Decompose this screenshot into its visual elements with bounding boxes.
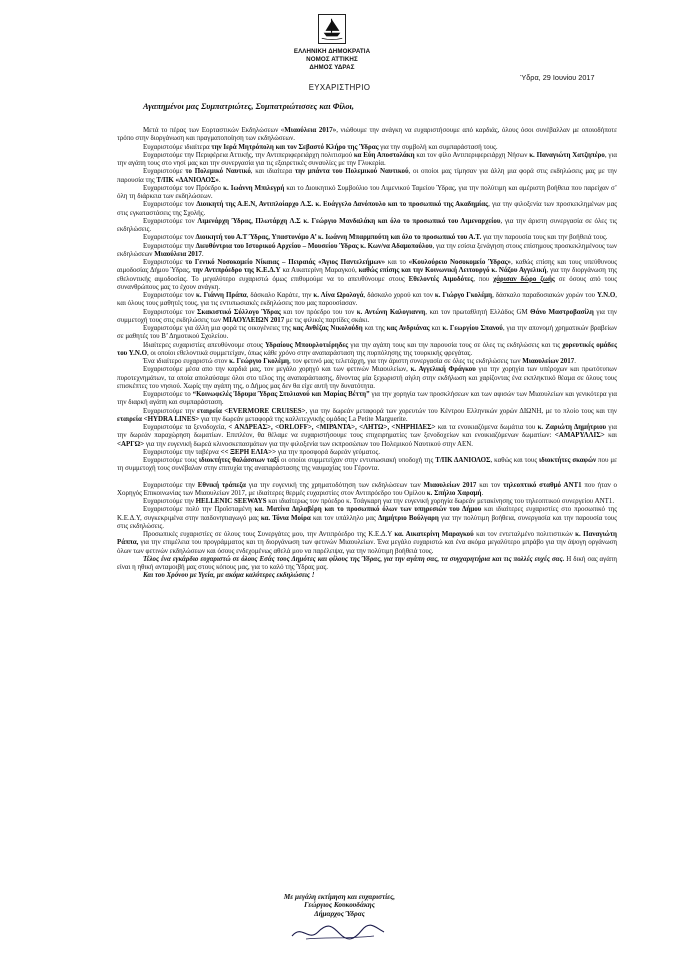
authority-line: ΝΟΜΟΣ ΑΤΤΙΚΗΣ	[306, 56, 358, 63]
signature-block	[0, 893, 679, 918]
paragraph-text-segment: την Ιερά Μητρόπολη και τον Σεβαστό Κλήρο της Ύδρας	[211, 142, 379, 151]
paragraph-text-segment: , για την αγάπη τους στο νησί μας και την συνεργασία για τις εξαιρετικές συναυλίες με την Γλυκερία.	[117, 150, 617, 167]
paragraph-text-segment: Μιαούλεια 2017»	[284, 126, 337, 134]
letter-paragraph	[117, 200, 617, 217]
paragraph-text-segment: Τ/ΠΚ ΔΑΝΙΟΛΟΣ	[435, 456, 491, 464]
paragraph-text-segment: Ευχαριστούμε τον	[143, 200, 197, 209]
paragraph-text-segment: για την ευγενική της χρηματοδότηση των εκδηλώσεων των	[245, 480, 424, 489]
letter-paragraph	[117, 365, 617, 390]
letter-paragraph	[117, 143, 617, 151]
paragraph-text-segment: Ευχαριστούμε την Περιφέρεια Αττικής, την Αντιπεριφερειάρχη πολιτισμού	[143, 150, 354, 159]
paragraph-text-segment: κ. Γεωργίου Σπανού	[442, 324, 503, 332]
paragraph-text-segment: κ. Αντώνη Καλογιαννη	[356, 307, 426, 316]
paragraph-text-segment: , για την διοργάνωση της εθελοντικής αιμοδοσίας. Το μεγαλύτερο ευχαριστώ όμως επιθυμούμε να το απευθύνουμε στους	[117, 266, 617, 283]
paragraph-text-segment: , τον φετινό μας τελετάρχη, για την άριστη συνεργασία σε όλες τις εκδηλώσεις των	[288, 357, 523, 365]
paragraph-text-segment: και ιδιαίτερως τον πρόεδρο κ. Τσάγκαρη για την ευγενική χορηγία δωρεάν μετακίνησης του τηλεοπτικού συνεργείου ΑΝΤ1.	[266, 497, 615, 505]
paragraph-text-segment: για την ευγενική δωρεά κλινοσκεπασμάτων για την φιλοξενία των εκπροσώπων του Πολεμικού Ναυτικού στην ΑΕΝ.	[144, 439, 474, 448]
paragraph-text-segment: που με τη συμμετοχή τους συνέβαλαν στην επιτυχία της αναπαράστασης της ναυμαχίας του Γέροντα.	[117, 456, 617, 473]
paragraph-text-segment: Ευχαριστούμε τον	[143, 291, 197, 299]
letter-body	[117, 126, 617, 580]
letter-paragraph	[117, 407, 617, 424]
paragraph-text-segment: Ευχαριστούμε την ταβέρνα	[143, 447, 221, 456]
paragraph-text-segment: , και όλους τους μαθητές τους, για τις εντυπωσιακές εκδηλώσεις που μας παρουσίασαν.	[117, 291, 617, 308]
letter-paragraph	[117, 258, 617, 291]
letter-paragraph	[117, 530, 617, 555]
paragraph-text-segment: και τον υπάλληλο μας	[310, 513, 379, 522]
paragraph-text-segment: , και ιδιαίτερα	[250, 167, 295, 176]
paragraph-text-segment: HELLENIC SEEWAYS	[195, 497, 267, 505]
paragraph-text-segment: χάρισαν δώρο ζωής	[493, 274, 555, 283]
paragraph-text-segment: <ΑΜΑΡΥΛΛΙΣ>	[554, 431, 605, 440]
paragraph-text-segment: και	[429, 324, 443, 332]
paragraph-text-segment: Ευχαριστούμε	[143, 167, 186, 176]
paragraph-text-segment: κ. Γιώργο Γκολέμη	[434, 291, 493, 299]
paragraph-text-segment: «Κουλούρειο Νοσοκομείο Ύδρας»	[408, 258, 511, 266]
municipality-emblem-icon	[318, 14, 346, 44]
paragraph-text-segment: << ΞΕΡΗ ΕΛΙΑ>>	[220, 447, 277, 456]
paragraph-text-segment: Ευχαριστούμε τα ξενοδοχεία,	[143, 423, 229, 431]
paragraph-text-segment: Σκακιστικό Σύλλογο Ύδρας	[197, 307, 281, 316]
paragraph-text-segment: Προσωπικές ευχαριστίες σε όλους τους Συνεργάτες μου, την Αντιπρόεδρο της Κ.Ε.Δ.Υ	[143, 530, 395, 538]
paragraph-text-segment: Υ.Ν.Ο	[596, 291, 616, 299]
paragraph-text-segment: Μιαουλείων 2017	[423, 480, 477, 489]
paragraph-text-segment: χορευτικές ομάδες του Υ.Ν.Ο	[117, 340, 617, 357]
paragraph-text-segment: και το Διοικητικό Συμβούλιο του Λιμενικού Ταμείου Ύδρας, για την πολύτιμη και αμέριστη βοήθεια που παρείχαν σ’ όλη τη διάρκεια των εκδηλώσεων.	[117, 183, 618, 200]
paragraph-text-segment: και	[604, 431, 618, 440]
paragraph-text-segment: , δάσκαλο χορού και τον	[363, 291, 435, 299]
paragraph-text-segment: Ένα ιδιαίτερο ευχαριστώ στον	[143, 357, 230, 365]
paragraph-text-segment: κ. Ζαριώτη Δημήτριου	[537, 423, 607, 431]
paragraph-text-segment: και τον πρόεδρο του τον	[280, 307, 357, 316]
paragraph-text-segment: εταιρεία <HYDRA LINES>	[117, 414, 200, 423]
paragraph-text-segment: σε όσους από τους συνανθρώπους μας το έχουν ανάγκη.	[117, 274, 617, 291]
signatory-name: Γεώργιος Κουκουδάκης	[304, 901, 375, 910]
letter-paragraph	[117, 448, 617, 456]
paragraph-text-segment: Ευχαριστούμε ιδιαίτερα	[143, 142, 212, 151]
paragraph-text-segment: Υδραίους Μπουρλοτιέρηδες	[264, 340, 349, 349]
paragraph-text-segment: .	[574, 357, 576, 365]
paragraph-text-segment: , δάσκαλο παραδοσιακών χορών του	[492, 291, 597, 299]
letter-paragraph	[117, 390, 617, 407]
paragraph-text-segment: Ευχαριστούμε τους	[143, 456, 199, 464]
letter-paragraph	[117, 308, 617, 325]
paragraph-text-segment: για την αγάπη τους και την παρουσία τους σε όλες τις εκδηλώσεις και τις	[348, 340, 563, 349]
paragraph-text-segment: οι οποίοι συμμετείχαν στην εντυπωσιακή υποδοχή της	[279, 456, 436, 464]
letter-paragraph	[117, 571, 617, 579]
paragraph-text-segment: κα. Ματίνα Δηλαβέρη και το προσωπικό όλων των υπηρεσιών του Δήμου	[254, 505, 482, 514]
letter-paragraph	[117, 555, 617, 572]
paragraph-text-segment: Μετά το πέρας των Εορταστικών Εκδηλώσεων «	[143, 126, 285, 134]
paragraph-text-segment: ιδιοκτήτες σκαφών	[538, 456, 597, 464]
paragraph-text-segment: και τον	[476, 480, 504, 489]
letter-paragraph	[117, 324, 617, 341]
paragraph-text-segment: και τον εντεταλμένο πολιτιστικών	[473, 530, 576, 538]
paragraph-text-segment: κ. Σπήλιο Χαραμή	[426, 488, 482, 497]
letter-paragraph	[117, 481, 617, 498]
paragraph-text-segment: Ευχαριστούμε τον	[143, 233, 196, 242]
letter-paragraph	[117, 184, 617, 201]
authority-line: ΔΗΜΟΣ ΥΔΡΑΣ	[309, 64, 355, 71]
signatory-role: Δήμαρχος Ύδρας	[314, 909, 365, 918]
paragraph-text-segment: Ευχαριστούμε την	[143, 241, 196, 250]
paragraph-text-segment: κ. Γεώργιο Γκολέμη	[229, 357, 289, 365]
paragraph-text-segment: Ευχαριστούμε την	[143, 497, 196, 505]
paragraph-text-segment: κ. Γιάννη Πράπα	[196, 291, 247, 299]
letter-paragraph	[117, 341, 617, 358]
paragraph-text-segment: και ιδιαίτερες ευχαριστίες στο προσωπικό της Κ.Ε.Δ.Υ, συγκεκριμένα στην παιδονηπιαγωγό μας	[117, 505, 617, 522]
issuing-authority	[276, 48, 388, 72]
paragraph-text-segment: για την συμβολή και συμπαράστασή τους.	[378, 142, 498, 151]
paragraph-text-segment: κ. Παναγιώτη Χατζηπέρο	[529, 150, 605, 159]
paragraph-text-segment: Μιαουλείων 2017	[522, 357, 575, 365]
letter-paragraph	[117, 233, 617, 241]
paragraph-text-segment: Ευχαριστούμε την	[143, 480, 198, 489]
paragraph-text-segment: που ήταν ο Χορηγός Επικοινωνίας των Μιαουλείων 2017, με ιδιαίτερες θερμές ευχαριστίες στον Αντιπρόεδρο του Ομίλου	[117, 480, 618, 497]
paragraph-text-segment: για την δωρεάν παραχώρηση δωματίων. Επιπλέον, θα θέλαμε να ευχαριστήσουμε τους επιχειρηματίες των ξενοδοχείων και ενοικιαζόμενων δωματίων:	[117, 423, 617, 440]
paragraph-text-segment: , οι οποίοι εθελοντικά συμμετείχαν, όπως κάθε χρόνο στην αναπαράσταση της πυρπόλησης της τουρκικής φρεγάτας.	[147, 348, 473, 357]
authority-line: ΕΛΛΗΝΙΚΗ ΔΗΜΟΚΡΑΤΙΑ	[293, 48, 371, 55]
paragraph-text-segment: , καθώς επίσης και τους υπεύθυνους αιμοδοσίας Δήμου Ύδρας,	[117, 258, 617, 275]
paragraph-text-segment: Ευχαριστούμε για άλλη μια φορά τις οικογένειες της	[143, 324, 293, 332]
paragraph-text-segment: , νιώθουμε την ανάγκη να ευχαριστήσουμε από καρδιάς, όλους όσοι συνέβαλλαν με οποιοδήποτε τρόπο στην διοργάνωση και πραγματοποίηση των εκδηλώσεων.	[117, 126, 617, 143]
paragraph-text-segment: για την χορηγία των υπέροχων και πρωτότυπων πυροτεχνημάτων, τα οποία απολαύσαμε όλοι στο τέλος της αναπαράστασης, δίνοντας μία ξεχωριστή αίγλη στην εκδήλωση και χαρίζοντας ένα εκπληκτικό θέαμα σε όλους τους επισκέπτες του νησιού. Χωρίς την αγάπη της, ο Δήμος μας δεν θα είχε αυτή την δυνατότητα.	[117, 365, 617, 390]
paragraph-text-segment: , που	[473, 274, 494, 283]
paragraph-text-segment: με τις φιλικές παρτίδες σκάκι.	[284, 315, 370, 324]
paragraph-text-segment: Θάνο Μαστροβασίλη	[530, 307, 594, 316]
paragraph-text-segment: για την επιμέλεια του προγράμματος και τη διοργάνωση των φετινών Μιαουλείων. Ένα μεγάλο ευχαριστώ και ένα ακόμα μεγαλύτερο μπράβο για την άψογη οργάνωση όλων των φετινών εκδηλώσεων και όσους ενδεχομένως αθελά μου να παρέλειψα, για την πολύτιμη βοήθειά τους.	[117, 538, 617, 555]
letter-paragraph	[117, 291, 617, 308]
paragraph-text-segment: , και τον πρωταθλητή Ελλάδος GM	[425, 307, 531, 316]
paragraph-text-segment: κα Εύη Αποστολάκη	[353, 150, 415, 159]
paragraph-text-segment: κας Ανθέζας Νικολούδη	[292, 324, 363, 332]
paragraph-text-segment: Ευχαριστούμε	[143, 258, 186, 266]
paragraph-text-segment: την μπάντα του Πολεμικού Ναυτικού	[294, 167, 409, 176]
letter-paragraph	[117, 505, 617, 530]
paragraph-text-segment: Εθελοντές Αιμοδότες	[408, 274, 474, 283]
paragraph-text-segment: κα. Αικατερίνη Μαραγκού	[394, 530, 474, 538]
paragraph-text-segment: και τον φίλο Αντιπεριφερειάρχη Νήσων	[414, 150, 530, 159]
paragraph-text-segment: Δημήτριο Βούλγαρη	[378, 513, 439, 522]
letter-paragraph	[117, 151, 617, 168]
paragraph-text-segment: <ΑΡΓΩ>	[117, 439, 145, 448]
paragraph-text-segment: ΜΙΑΟΥΛΕΙΩΝ 2017	[222, 315, 285, 324]
letter-paragraph	[117, 126, 617, 143]
paragraph-text-segment: Ευχαριστούμε τον	[143, 216, 198, 225]
letter-date: Ύδρα, 29 Ιουνίου 2017	[520, 73, 595, 82]
paragraph-text-segment: κ. Ιωάννη Μπιλεγρή	[223, 183, 285, 192]
paragraph-text-segment: κ. Αγγελική Φράγκου	[410, 365, 476, 374]
paragraph-text-segment: και της	[362, 324, 387, 332]
paragraph-text-segment: Ευχαριστούμε το	[143, 390, 193, 398]
paragraph-text-segment: Διοικητή του Α.Τ Ύδρας, Υπαστυνόμο Α’ κ. Ιωάννη Μπαρμπούτη και όλο το προσωπικό του Α.Τ.	[195, 233, 482, 242]
paragraph-text-segment: , για την απονομή χρηματικών βραβείων σε μαθητές του Β’ Δημοτικού Σχολείου.	[117, 324, 618, 341]
paragraph-text-segment: Ευχαριστούμε μέσα απο την καρδιά μας, τον μεγάλο χορηγό και των φετινών Μιαουλείων,	[143, 365, 411, 374]
paragraph-text-segment: το Πολεμικό Ναυτικό	[185, 167, 251, 176]
paragraph-text-segment: για την προσφορά δωρεάν γεύματος.	[276, 447, 380, 456]
paragraph-text-segment: για την δωρεάν μεταφορά της καλλιτεχνικής ομάδας La Petite Marguerite.	[199, 414, 408, 423]
paragraph-text-segment: .	[481, 488, 484, 497]
paragraph-text-segment: κα. Τόνια Μοίρα	[260, 513, 311, 522]
paragraph-text-segment: κ. Λίνα Ωρολογά	[313, 291, 364, 299]
paragraph-text-segment: κας Ανδριάνας	[386, 324, 430, 332]
paragraph-text-segment: .	[201, 249, 204, 258]
paragraph-text-segment: εταιρεία <EVERMORE CRUISES>	[197, 406, 306, 415]
paragraph-text-segment: ιδιοκτήτες θαλάσσιων ταξί	[198, 456, 280, 464]
paragraph-text-segment: καθώς επίσης και την Κοινωνική Λειτουργό κ. Νάζου Αγγελική	[358, 266, 547, 275]
paragraph-text-segment: Η δική σας αγάπη είναι η ηθική ανταμοιβή μας στους κόπους μας, για το καλό της Ύδρας μας.	[117, 554, 618, 571]
paragraph-text-segment: τηλεοπτικό σταθμό ΑΝΤ1	[503, 480, 582, 489]
paragraph-text-segment: , δάσκαλο Καράτε, την	[246, 291, 314, 299]
paragraph-text-segment: Ευχαριστούμε πολύ την Προϊσταμένη	[143, 505, 255, 514]
paragraph-text-segment: για την πολύτιμη βοήθεια, συνεργασία και την παρουσία τους στις εκδηλώσεις.	[117, 513, 617, 530]
paragraph-text-segment: για την συμμετοχή τους στις εκδηλώσεις των	[117, 307, 617, 324]
letter-paragraph	[117, 357, 617, 365]
paragraph-text-segment: Μιαούλεια 2017	[154, 249, 202, 258]
paragraph-text-segment: Τέλος ένα εγκάρδιο ευχαριστώ σε όλους Εσάς τους Δημότες και φίλους της Ύδρας, για την αγάπη σας, τα συγχαρητήρια και τις πολλές ευχές σας.	[143, 554, 565, 563]
letter-paragraph	[117, 242, 617, 259]
salutation: Αγαπημένοι μας Συμπατριώτες, Συμπατριώτισσες και Φίλοι,	[143, 102, 354, 111]
handwritten-signature	[288, 920, 388, 944]
paragraph-text-segment: Ευχαριστούμε την	[143, 406, 197, 415]
paragraph-text-segment: , για την άριστη συνεργασία σε όλες τις εκδηλώσεις.	[117, 216, 617, 233]
paragraph-text-segment: Τ/ΠΚ «ΔΑΝΙΟΛΟΣ»	[156, 175, 219, 184]
paragraph-text-segment: κα Αικατερίνη Μαραγκού,	[280, 266, 359, 275]
paragraph-text-segment: Εθνική τράπεζα	[197, 480, 246, 489]
letter-paragraph	[117, 456, 617, 473]
paragraph-text-segment: Ευχαριστούμε τον	[143, 307, 198, 316]
paragraph-text-segment: Ιδιαίτερες ευχαριστίες απευθύνουμε στους	[143, 340, 265, 349]
paragraph-text-segment: την Αντιπρόεδρο της Κ.Ε.Δ.Υ	[192, 266, 281, 275]
paragraph-text-segment: για την χορηγία των προσκλήσεων και των αφισών των Μιαουλείων και γενικότερα για την διαρκή αγάπη και συμπαράσταση.	[117, 390, 617, 407]
letter-paragraph	[117, 217, 617, 234]
paragraph-text-segment: .	[218, 175, 221, 184]
paragraph-text-segment: Και του Χρόνου με Υγεία, με ακόμα καλύτερες εκδηλώσεις !	[143, 571, 315, 580]
document-title: ΕΥΧΑΡΙΣΤΗΡΙΟ	[308, 83, 371, 92]
paragraph-text-segment: < ΑΝΔΡΕΑΣ>, <ORLOFF>, <ΜΙΡΑΝΤΑ>, <ΛΗΤΩ>, <ΝΗΡΗΙΔΕΣ>	[228, 423, 436, 431]
paragraph-text-segment: Λιμενάρχη Ύδρας, Πλωτάρχη Λ.Σ κ. Γεώργιο Μανδαλάκη και όλο το προσωπικό του Λιμεναρχείου	[197, 216, 501, 225]
paragraph-text-segment: Ευχαριστούμε τον Πρόεδρο	[143, 183, 224, 192]
paragraph-text-segment: για την παρουσία τους και την βοήθειά τους.	[481, 233, 608, 242]
paragraph-text-segment: “Κοινωφελές Ίδρυμα Ύδρας Στυλιανού και Μαρίας Βέττη”	[192, 390, 370, 398]
paragraph-text-segment: , καθώς και τους	[490, 456, 539, 464]
paragraph-text-segment: Διοικητή της Α.Ε.Ν, Αντιπλοίαρχο Λ.Σ. κ. Ευάγγελο Δανόπουλο και το προσωπικό της Ακαδημίας	[196, 200, 489, 209]
letter-paragraph	[117, 423, 617, 448]
paragraph-text-segment: το Γενικό Νοσοκομείο Νίκαιας – Πειραιάς «Άγιος Παντελεήμων»	[185, 258, 386, 266]
paragraph-text-segment: Διευθύντρια του Ιστορικού Αρχείου – Μουσείου Ύδρας κ. Κων/να Αδαμοπούλου	[195, 241, 433, 250]
paragraph-text-segment: , για την φιλοξενία των προσκεκλημένων μας στις εγκαταστάσεις της Σχολής.	[117, 200, 617, 217]
letter-paragraph	[117, 167, 617, 184]
paragraph-text-segment: , οι οποίοι μας τίμησαν για άλλη μια φορά στις εκδηλώσεις μας με την παρουσία της	[117, 167, 618, 184]
closing-line: Με μεγάλη εκτίμηση και ευχαριστίες,	[283, 893, 396, 901]
paragraph-text-segment: , για την δωρεάν μεταφορά των χορευτών του Κέντρου Ελληνικών χορών ΔΙΩΝΗ, με το πλοίο τους και την	[305, 406, 617, 415]
letter-paragraph	[117, 497, 617, 505]
paragraph-text-segment: και τα ενοικιαζόμενα δωμάτια του	[435, 423, 538, 431]
paragraph-text-segment: κ. Παναγιώτη Ράππα,	[117, 530, 618, 547]
paragraph-text-segment: , για την εσίσια ξενάγηση στους επίσημους προσκεκλημένους των εκδηλώσεων	[117, 241, 617, 258]
paragraph-text-segment: και το	[385, 258, 409, 266]
